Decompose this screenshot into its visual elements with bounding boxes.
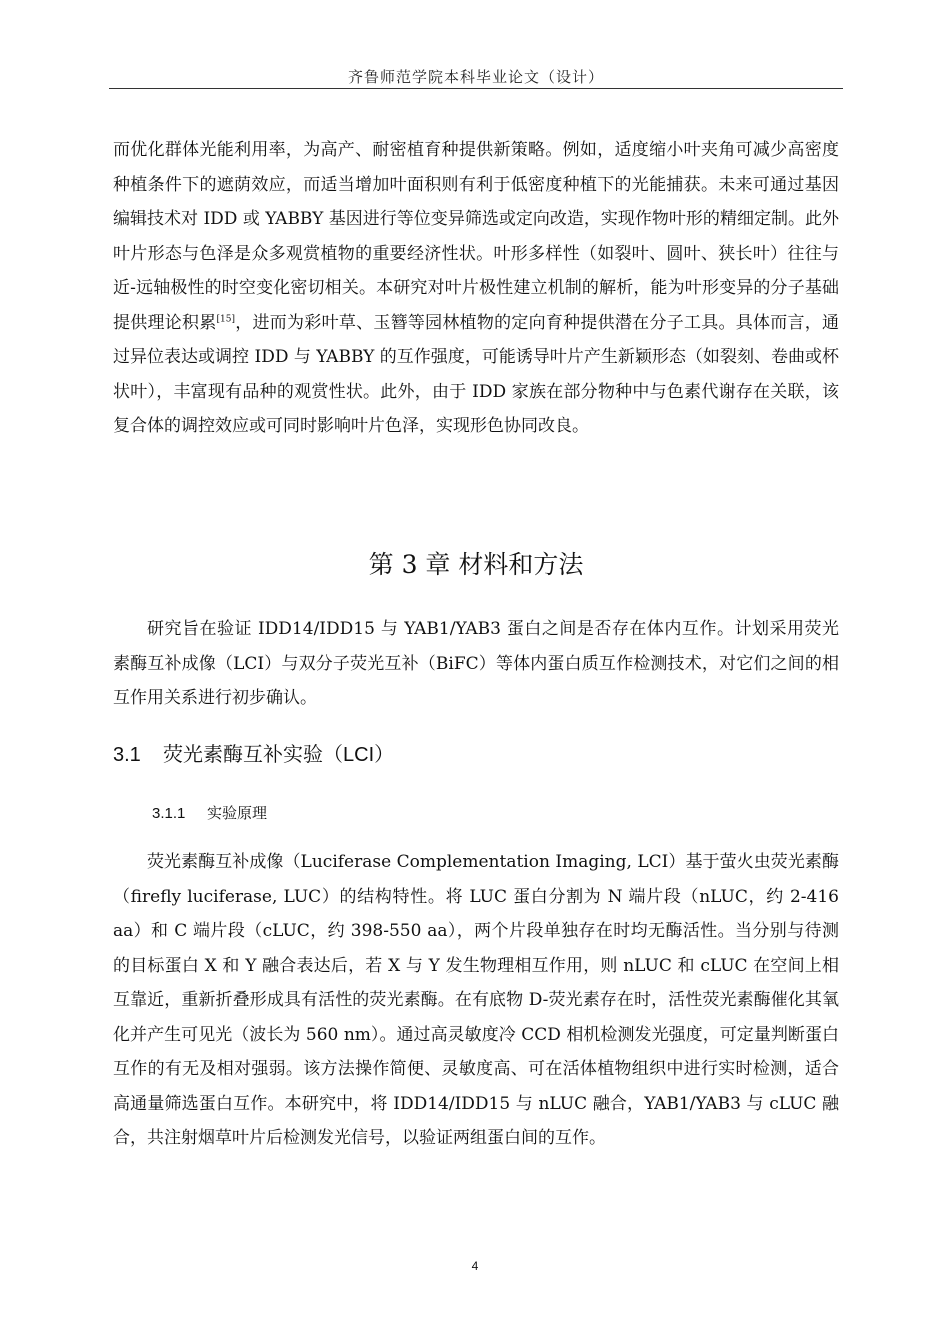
running-header: 齐鲁师范学院本科毕业论文（设计） — [347, 68, 604, 86]
continued-paragraph — [113, 133, 839, 444]
section-title: 荧光素酶互补实验（LCI） — [163, 744, 395, 766]
subsection-title: 实验原理 — [207, 805, 268, 822]
section-number: 3.1 — [113, 744, 141, 766]
continued-paragraph-block — [113, 133, 839, 444]
header-rule — [109, 88, 843, 89]
chapter-intro-block — [113, 612, 839, 716]
chapter-title: 第 3 章 材料和方法 — [368, 550, 584, 579]
section-heading — [113, 738, 394, 772]
paragraph-text-before-citation: 而优化群体光能利用率，为高产、耐密植育种提供新策略。例如，适度缩小叶夹角可减少高密度种植条件下的遮荫效应，而适当增加叶面积则有利于低密度种植下的光能捕获。未来可通过基因编辑技术对 IDD 或 YABBY 基因进行等位变异筛选或定向改造，实现作物叶形的精细定制。此外叶片形态与色泽是众多观赏植物的重要经济性状。叶形多样性（如裂叶、圆叶、狭长叶）往往与近-远轴极性的时空变化密切相关。本研究对叶片极性建立机制的解析，能为叶形变异的分子基础提供理论积累 — [113, 140, 839, 333]
subsection-body-block — [113, 845, 839, 1156]
paragraph-text-after-citation: ，进而为彩叶草、玉簪等园林植物的定向育种提供潜在分子工具。具体而言，通过异位表达或调控 IDD 与 YABBY 的互作强度，可能诱导叶片产生新颖形态（如裂刻、卷曲或杯状叶），丰富现有品种的观赏性状。此外，由于 IDD 家族在部分物种中与色素代谢存在关联，该复合体的调控效应或可同时影响叶片色泽，实现形色协同改良。 — [113, 312, 840, 436]
citation-reference[interactable]: [15] — [216, 313, 236, 324]
subsection-heading — [152, 799, 267, 829]
page-number: 4 — [471, 1259, 479, 1273]
chapter-intro-paragraph: 研究旨在验证 IDD14/IDD15 与 YAB1/YAB3 蛋白之间是否存在体内互作。计划采用荧光素酶互补成像（LCI）与双分子荧光互补（BiFC）等体内蛋白质互作检测技术，对它们之间的相互作用关系进行初步确认。 — [113, 619, 839, 708]
subsection-body-paragraph: 荧光素酶互补成像（Luciferase Complementation Imaging, LCI）基于萤火虫荧光素酶（firefly luciferase, LUC）的结构特性。将 LUC 蛋白分割为 N 端片段（nLUC，约 2-416 aa）和 C 端片段（cLUC，约 398-550 aa），两个片段单独存在时均无酶活性。当分别与待测的目标蛋白 X 和 Y 融合表达后，若 X 与 Y 发生物理相互作用，则 nLUC 和 cLUC 在空间上相互靠近，重新折叠形成具有活性的荧光素酶。在有底物 D-荧光素存在时，活性荧光素酶催化其氧化并产生可见光（波长为 560 nm）。通过高灵敏度冷 CCD 相机检测发光强度，可定量判断蛋白互作的有无及相对强弱。该方法操作简便、灵敏度高、可在活体植物组织中进行实时检测，适合高通量筛选蛋白互作。本研究中，将 IDD14/IDD15 与 nLUC 融合，YAB1/YAB3 与 cLUC 融合，共注射烟草叶片后检测发光信号，以验证两组蛋白间的互作。 — [113, 852, 839, 1148]
subsection-number: 3.1.1 — [152, 805, 186, 822]
